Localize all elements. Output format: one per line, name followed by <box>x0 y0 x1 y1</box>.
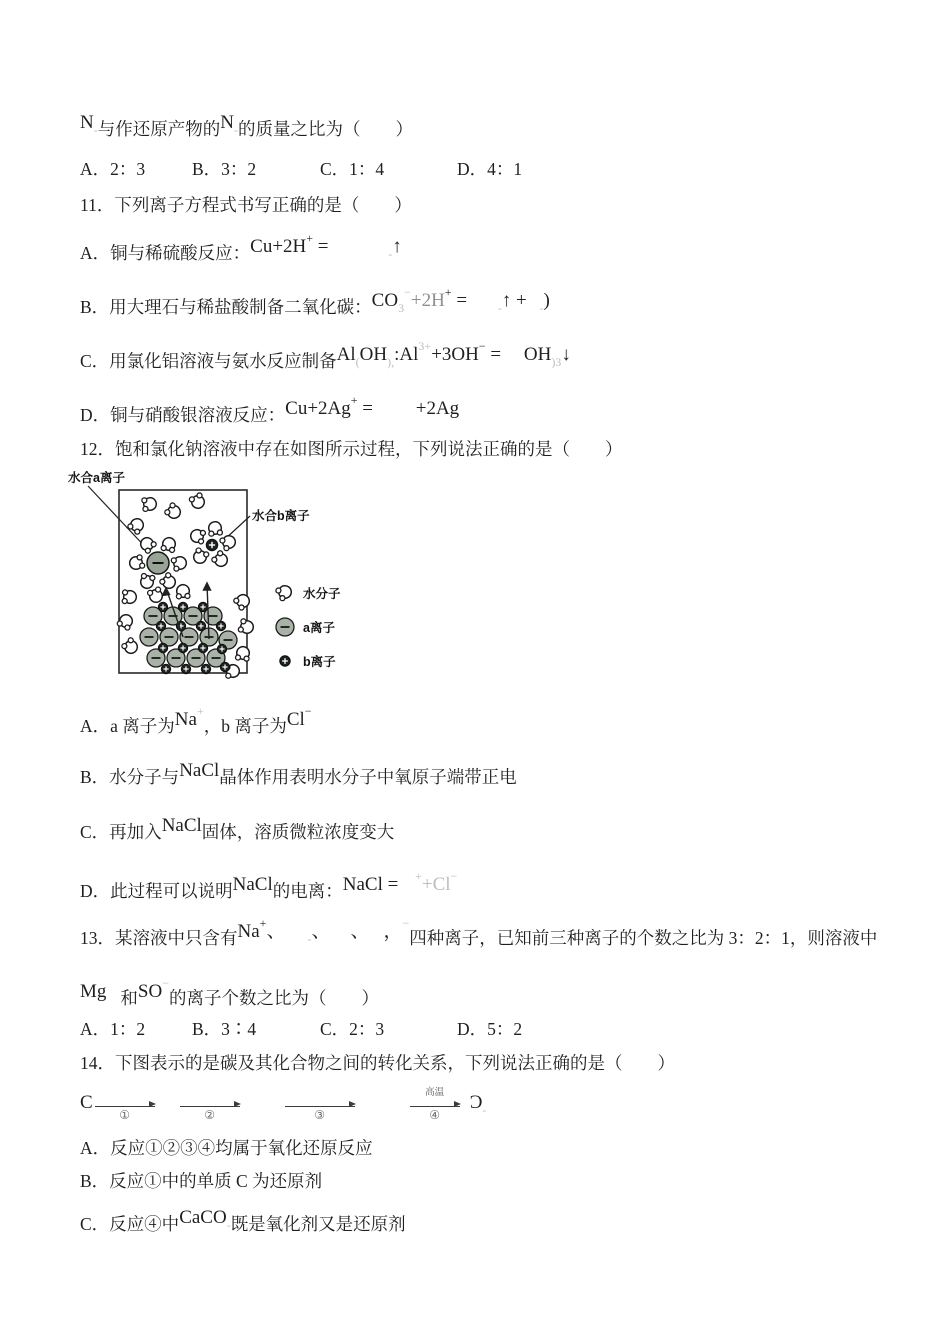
text-segment: Na <box>237 921 260 942</box>
text-segment: D．铜与硝酸银溶液反应： <box>80 405 286 425</box>
text-segment: Cu+2H <box>250 236 307 257</box>
question-10-stem <box>80 110 413 142</box>
question-10-options <box>80 158 522 182</box>
text-segment: Na <box>174 709 197 730</box>
question-11-option-a <box>80 230 402 266</box>
text-segment: 和 <box>120 988 138 1008</box>
chain-end: Ɔ <box>469 1092 483 1113</box>
text-segment: +3OH <box>431 344 479 365</box>
text-segment: 的离子个数之比为（ ） <box>168 988 379 1008</box>
text-segment: C．用氯化铝溶液与氨水反应制备 <box>80 351 337 371</box>
text-segment: 四种离子，已知前三种离子的个数之比为 3：2：1，则溶液中 <box>409 928 878 948</box>
question-11-option-d <box>80 392 459 428</box>
text-segment: ), <box>387 355 395 369</box>
reaction-arrow-icon <box>95 1104 155 1122</box>
chain-end-subscript: - <box>482 1103 487 1117</box>
option-a: A．1：2 <box>80 1019 146 1039</box>
conversion-chain <box>80 1087 487 1122</box>
text-segment: - <box>388 247 393 261</box>
nacl-crystal-lattice <box>140 602 237 673</box>
text-segment: 的电离： <box>272 881 343 901</box>
text-segment: CaCO <box>179 1207 227 1228</box>
option-d: D．5：2 <box>457 1019 523 1039</box>
text-segment: N <box>220 112 234 133</box>
text-segment: - <box>226 1218 231 1232</box>
text-segment: Cu+2Ag <box>285 398 351 419</box>
text-segment: ( <box>355 355 360 369</box>
text-segment: 既是氧化剂又是还原剂 <box>230 1214 406 1234</box>
hydrated-a-label: 水合a离子 <box>68 471 125 485</box>
text-segment: NaCl = <box>342 874 404 895</box>
text-segment: A．a 离子为 <box>80 716 175 736</box>
text-segment: - <box>539 301 544 315</box>
text-segment: + <box>196 704 204 718</box>
question-11-option-b <box>80 284 550 320</box>
question-14-option-c <box>80 1205 406 1237</box>
text-segment: 、 <box>350 921 370 942</box>
text-segment: 3 <box>398 301 405 315</box>
text-segment: OH <box>359 344 388 365</box>
text-segment: Al <box>336 344 356 365</box>
question-13-options <box>80 1018 522 1042</box>
text-segment: SO <box>137 981 163 1002</box>
question-13-stem-line1 <box>80 915 877 951</box>
text-segment: OH <box>523 344 552 365</box>
text-segment: - <box>497 301 502 315</box>
text-segment: + <box>415 869 422 883</box>
reaction-arrow-icon <box>285 1104 355 1122</box>
question-12-option-c <box>80 813 394 845</box>
hydrated-b-label: 水合b离子 <box>252 509 310 523</box>
text-segment: = <box>485 344 506 365</box>
question-12-stem: 12．饱和氯化钠溶液中存在如图所示过程，下列说法正确的是（ ） <box>80 439 623 459</box>
text-segment: + <box>259 916 267 930</box>
legend-a-label: a离子 <box>303 621 335 635</box>
dissolution-diagram <box>60 455 460 700</box>
text-segment: − <box>450 869 458 883</box>
text-segment: − <box>162 976 169 990</box>
question-11-stem: 11．下列离子方程式书写正确的是（ ） <box>80 195 412 215</box>
question-12-option-a <box>80 703 312 739</box>
text-segment: 13．某溶液中只含有 <box>80 928 238 948</box>
text-segment: ↑ + <box>501 290 532 311</box>
legend-water-label: 水分子 <box>303 587 341 601</box>
condition-label: 高温 <box>425 1087 445 1098</box>
text-segment: A．反应①②③④均属于氧化还原反应 <box>80 1138 373 1158</box>
text-segment: B．用大理石与稀盐酸制备二氧化碳： <box>80 297 372 317</box>
text-segment: Mg <box>80 981 107 1002</box>
option-c: C．2：3 <box>320 1019 385 1039</box>
step-number: ④ <box>429 1108 441 1122</box>
step-number: ③ <box>314 1108 326 1122</box>
text-segment: - <box>233 123 238 137</box>
question-11-option-c <box>80 338 571 374</box>
text-segment: 晶体作用表明水分子中氧原子端带正电 <box>219 767 517 787</box>
text-segment: NaCl <box>161 815 202 836</box>
text-segment: = <box>451 290 472 311</box>
text-segment: ，b 离子为 <box>203 716 287 736</box>
text-segment: − <box>404 285 411 299</box>
text-segment: ↑ <box>392 236 402 257</box>
legend-b-label: b离子 <box>303 655 336 669</box>
text-segment: :Al <box>394 344 419 365</box>
option-b: B．3∶4 <box>192 1019 257 1039</box>
step-number: ② <box>204 1108 216 1122</box>
hydrated-b-ion <box>188 521 236 570</box>
water-molecule-icon <box>275 585 292 602</box>
chain-start: C <box>80 1092 93 1113</box>
text-segment: +2H <box>410 290 445 311</box>
text-segment: B．水分子与 <box>80 767 180 787</box>
text-segment: = <box>357 398 378 419</box>
b-ion-icon <box>280 656 290 666</box>
text-segment: N <box>80 112 94 133</box>
text-segment: ) <box>543 290 550 311</box>
text-segment: +2Ag <box>415 398 460 419</box>
option-a: A．2：3 <box>80 159 146 179</box>
a-ion-icon <box>276 618 294 636</box>
text-segment: - <box>307 932 312 946</box>
text-segment: 与作还原产物的 <box>97 119 221 139</box>
text-segment: 固体，溶质微粒浓度变大 <box>201 822 395 842</box>
reaction-arrow-icon <box>180 1104 240 1122</box>
text-segment: NaCl <box>232 874 273 895</box>
text-segment: 、 <box>311 921 331 942</box>
text-segment: 的质量之比为（ ） <box>237 119 413 139</box>
option-b: B．3：2 <box>192 159 257 179</box>
text-segment: A．铜与稀硫酸反应： <box>80 243 251 263</box>
text-segment: 、 <box>266 921 286 942</box>
text-segment: ， <box>383 921 403 942</box>
text-segment: 3+ <box>418 339 432 353</box>
text-segment: C．反应④中 <box>80 1214 180 1234</box>
text-segment: − <box>478 339 486 353</box>
text-segment: − <box>304 704 312 718</box>
option-d: D．4：1 <box>457 159 523 179</box>
text-segment: Cl <box>286 709 305 730</box>
option-c: C．1：4 <box>320 159 385 179</box>
text-segment: + <box>444 285 452 299</box>
text-segment: CO <box>371 290 399 311</box>
diagram-legend <box>275 585 341 669</box>
question-12-option-d <box>80 868 457 904</box>
hydrated-a-ion <box>130 534 187 591</box>
text-segment: - <box>93 123 98 137</box>
text-segment: )3 <box>551 355 562 369</box>
text-segment: +Cl <box>421 874 451 895</box>
question-13-stem-line2 <box>80 975 379 1011</box>
question-12-option-b <box>80 758 517 790</box>
text-segment: ↓ <box>561 344 571 365</box>
text-segment: NaCl <box>179 760 220 781</box>
question-14-option-a <box>80 1137 373 1161</box>
text-segment: + <box>306 231 314 245</box>
text-segment: + <box>350 393 358 407</box>
reaction-arrow-icon <box>410 1087 460 1122</box>
text-segment: B．反应①中的单质 C 为还原剂 <box>80 1171 323 1191</box>
text-segment: D．此过程可以说明 <box>80 881 233 901</box>
step-number: ① <box>119 1108 131 1122</box>
text-segment: − <box>402 916 410 930</box>
text-segment: = <box>313 236 334 257</box>
text-segment: C．再加入 <box>80 822 162 842</box>
question-14-stem: 14．下图表示的是碳及其化合物之间的转化关系，下列说法正确的是（ ） <box>80 1053 675 1073</box>
question-14-option-b <box>80 1170 322 1194</box>
